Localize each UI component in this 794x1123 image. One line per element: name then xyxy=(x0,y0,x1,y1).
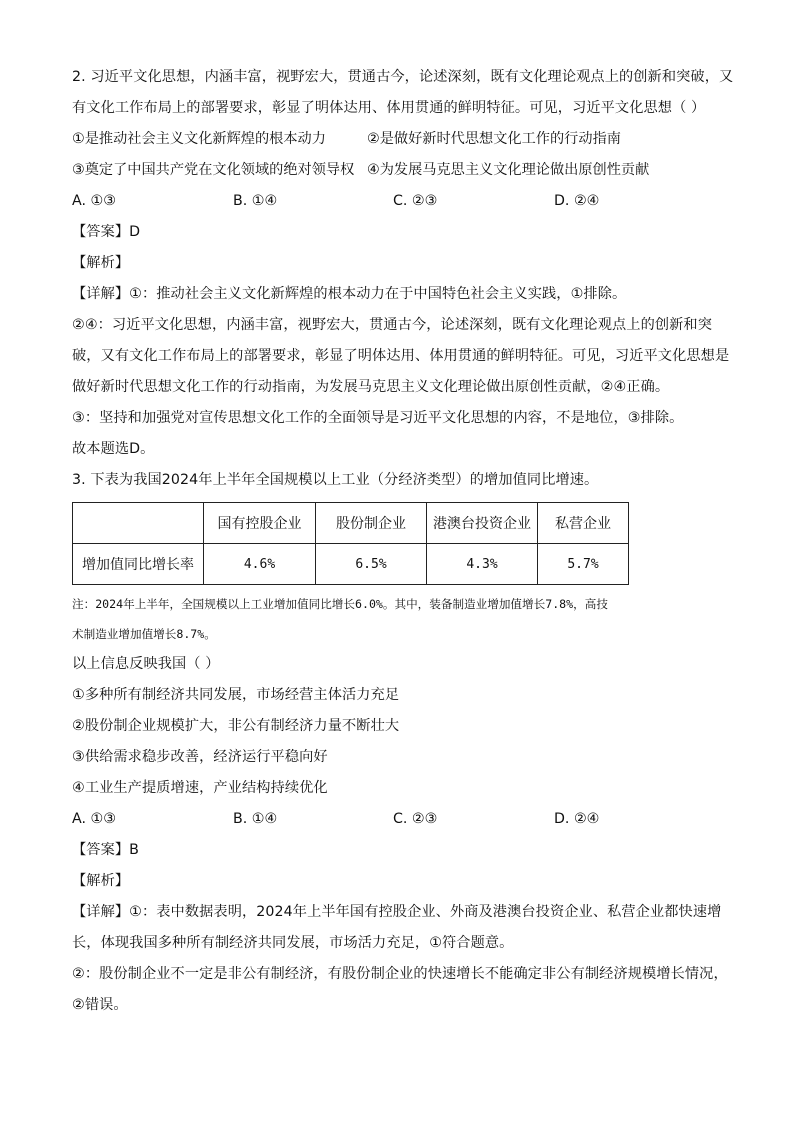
q3-option-a: A. ①③ xyxy=(72,811,116,827)
q2-option-c: C. ②③ xyxy=(393,193,438,209)
q3-analysis-label: 【解析】 xyxy=(72,873,130,889)
q2-detail-2a: ②④：习近平文化思想，内涵丰富，视野宏大，贯通古今，论述深刻，既有文化理论观点上的创新和突 xyxy=(72,317,713,333)
q3-note-line-2: 术制造业增加值增长8.7%。 xyxy=(72,627,216,641)
table-row-label: 增加值同比增长率 xyxy=(73,544,204,585)
q3-detail-2a: ②：股份制企业不一定是非公有制经济，有股份制企业的快速增长不能确定非公有制经济规模增长情况， xyxy=(72,966,728,982)
q2-analysis-label: 【解析】 xyxy=(72,255,130,271)
question-2 xyxy=(72,62,734,465)
q3-detail-1b: 长，体现我国多种所有制经济共同发展，市场活力充足，①符合题意。 xyxy=(72,935,514,951)
table-cell-private: 5.7% xyxy=(538,544,629,585)
q2-conclusion: 故本题选D。 xyxy=(72,441,155,457)
table-row xyxy=(73,544,629,585)
q3-data-table xyxy=(72,502,629,585)
q3-detail-2b: ②错误。 xyxy=(72,997,128,1013)
q3-option-c: C. ②③ xyxy=(393,811,438,827)
table-header-row xyxy=(73,503,629,544)
q3-answer: 【答案】B xyxy=(72,842,139,858)
q2-statement-2: ②是做好新时代思想文化工作的行动指南 xyxy=(367,131,621,147)
q3-stem: 3. 下表为我国2024年上半年全国规模以上工业（分经济类型）的增加值同比增速。 xyxy=(72,472,599,488)
table-cell-joint-stock: 6.5% xyxy=(316,544,427,585)
q3-options xyxy=(72,804,724,835)
q3-statement-2: ②股份制企业规模扩大，非公有制经济力量不断壮大 xyxy=(72,718,400,734)
question-3 xyxy=(72,465,728,1021)
q2-stem-line-1: 2. 习近平文化思想，内涵丰富，视野宏大，贯通古今，论述深刻，既有文化理论观点上的创新和突破，又 xyxy=(72,69,734,85)
q2-statements-row-1 xyxy=(72,124,724,155)
table-header-hk-macao-taiwan: 港澳台投资企业 xyxy=(427,503,538,544)
q2-statement-4: ④为发展马克思主义文化理论做出原创性贡献 xyxy=(367,162,650,178)
q3-option-b: B. ①④ xyxy=(233,811,278,827)
q2-stem-line-2: 有文化工作布局上的部署要求，彰显了明体达用、体用贯通的鲜明特征。可见，习近平文化思想（ ） xyxy=(72,100,706,116)
q2-statements-row-2 xyxy=(72,155,724,186)
q2-option-d: D. ②④ xyxy=(554,193,600,209)
q2-detail-2c: 做好新时代思想文化工作的行动指南，为发展马克思主义文化理论做出原创性贡献，②④正确。 xyxy=(72,379,670,395)
document-page xyxy=(72,62,734,1021)
q2-statement-1: ①是推动社会主义文化新辉煌的根本动力 xyxy=(72,131,326,147)
q3-statement-3: ③供给需求稳步改善，经济运行平稳向好 xyxy=(72,749,328,765)
q2-option-b: B. ①④ xyxy=(233,193,278,209)
q3-statement-4: ④工业生产提质增速，产业结构持续优化 xyxy=(72,780,328,796)
q2-statement-3: ③奠定了中国共产党在文化领域的绝对领导权 xyxy=(72,162,355,178)
q3-note-line-1: 注：2024年上半年，全国规模以上工业增加值同比增长6.0%。其中，装备制造业增加值增长7.8%，高技 xyxy=(72,597,608,611)
q3-option-d: D. ②④ xyxy=(554,811,600,827)
table-cell-hk-macao-taiwan: 4.3% xyxy=(427,544,538,585)
table-header-empty xyxy=(73,503,204,544)
q2-answer: 【答案】D xyxy=(72,224,141,240)
q2-detail-3: ③：坚持和加强党对宣传思想文化工作的全面领导是习近平文化思想的内容，不是地位，③排除。 xyxy=(72,410,684,426)
table-header-private: 私营企业 xyxy=(538,503,629,544)
q3-detail-1a: 【详解】①：表中数据表明，2024年上半年国有控股企业、外商及港澳台投资企业、私营企业都快速增 xyxy=(72,904,722,920)
table-header-state-owned: 国有控股企业 xyxy=(204,503,316,544)
q2-detail-1: 【详解】①：推动社会主义文化新辉煌的根本动力在于中国特色社会主义实践，①排除。 xyxy=(72,286,627,302)
q3-prompt: 以上信息反映我国（ ） xyxy=(72,656,220,672)
table-header-joint-stock: 股份制企业 xyxy=(316,503,427,544)
q2-option-a: A. ①③ xyxy=(72,193,116,209)
q2-detail-2b: 破，又有文化工作布局上的部署要求，彰显了明体达用、体用贯通的鲜明特征。可见，习近平文化思想是 xyxy=(72,348,730,364)
q3-statement-1: ①多种所有制经济共同发展，市场经营主体活力充足 xyxy=(72,687,400,703)
q2-options xyxy=(72,186,724,217)
table-cell-state-owned: 4.6% xyxy=(204,544,316,585)
